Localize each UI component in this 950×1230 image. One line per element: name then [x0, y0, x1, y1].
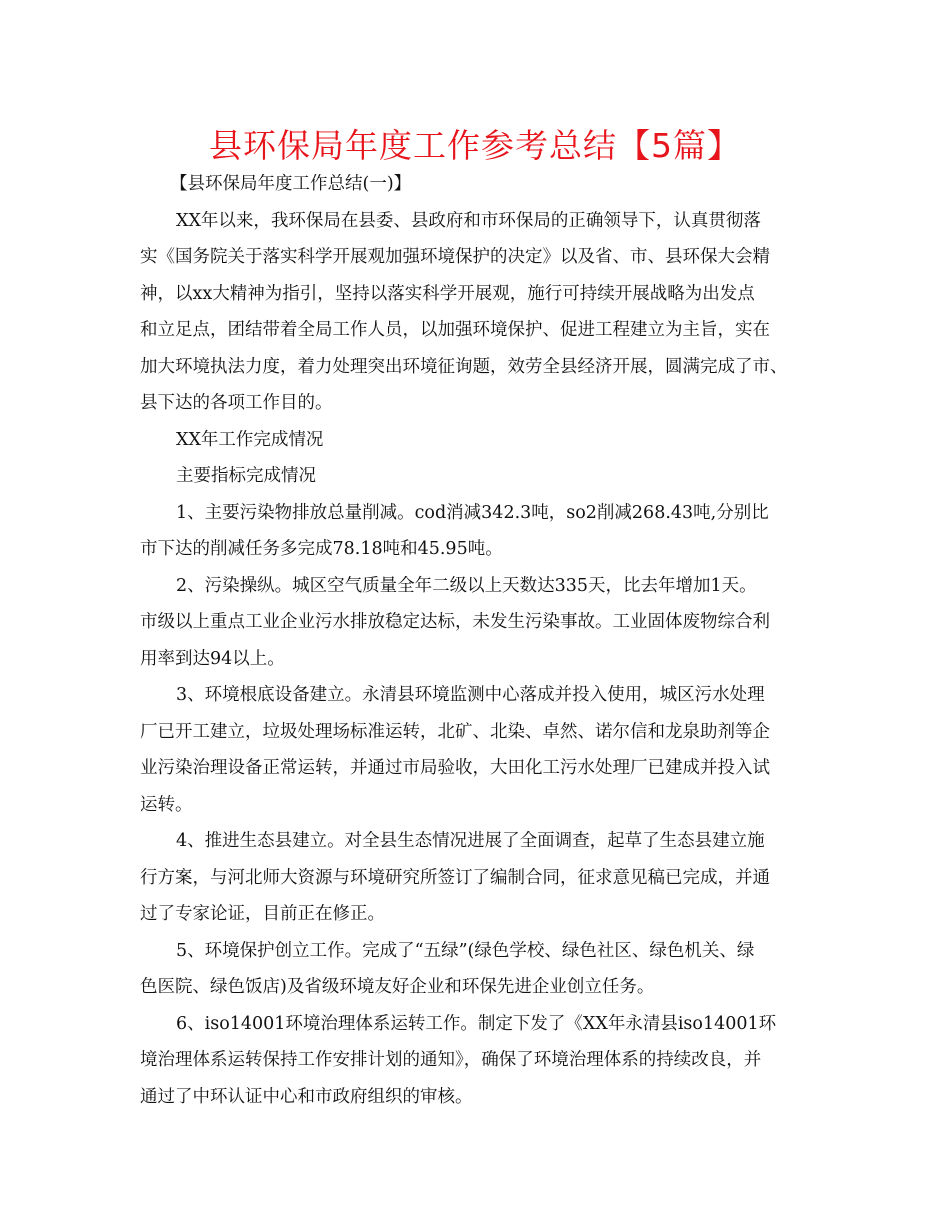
text-line: 市级以上重点工业企业污水排放稳定达标，未发生污染事故。工业固体废物综合利 [140, 612, 770, 632]
text-line: 厂已开工建立，垃圾处理场标准运转，北矿、北染、卓然、诺尔信和龙泉助剂等企 [140, 721, 770, 742]
text-line: 市下达的削减任务多完成78.18吨和45.95吨。 [140, 539, 503, 559]
text-line: XX年工作完成情况 [176, 429, 324, 450]
text-line: 境治理体系运转保持工作安排计划的通知》，确保了环境治理体系的持续改良，并 [140, 1050, 762, 1070]
text-line: 运转。 [140, 794, 193, 815]
document-body [140, 166, 830, 1115]
text-line: 2、污染操纵。城区空气质量全年二级以上天数达335天，比去年增加1天。 [176, 575, 757, 596]
text-line: 和立足点，团结带着全局工作人员，以加强环境保护、促进工程建立为主旨，实在 [140, 320, 770, 340]
text-line: 实《国务院关于落实科学开展观加强环境保护的决定》以及省、市、县环保大会精 [140, 247, 770, 267]
text-line: 1、主要污染物排放总量削减。cod消减342.3吨，so2削减268.43吨,分别比 [176, 502, 769, 523]
text-line: 加大环境执法力度，着力处理突出环境征询题，效劳全县经济开展，圆满完成了市、 [140, 356, 788, 377]
text-line: 4、推进生态县建立。对全县生态情况进展了全面调查，起草了生态县建立施 [176, 831, 765, 851]
text-line: 业污染治理设备正常运转，并通过市局验收，大田化工污水处理厂已建成并投入试 [140, 758, 770, 778]
text-line: 通过了中环认证中心和市政府组织的审核。 [140, 1086, 473, 1107]
text-line: 过了专家论证，目前正在修正。 [140, 904, 385, 924]
text-line: 县下达的各项工作目的。 [140, 393, 333, 413]
text-line: 6、iso14001环境治理体系运转工作。制定下发了《XX年永清县iso14001环 [176, 1013, 777, 1034]
text-line: 5、环境保护创立工作。完成了“五绿”(绿色学校、绿色社区、绿色机关、绿 [176, 940, 755, 961]
text-line: XX年以来，我环保局在县委、县政府和市环保局的正确领导下，认真贯彻落 [176, 210, 761, 231]
document-title: 县环保局年度工作参考总结【5篇】 [209, 126, 741, 165]
text-line: 用率到达94以上。 [140, 648, 285, 669]
text-line: 【县环保局年度工作总结(一)】 [170, 174, 412, 194]
text-line: 主要指标完成情况 [176, 466, 316, 486]
text-line: 3、环境根底设备建立。永清县环境监测中心落成并投入使用，城区污水处理 [176, 685, 765, 705]
text-line: 行方案，与河北师大资源与环境研究所签订了编制合同，征求意见稿已完成，并通 [140, 867, 770, 888]
text-line: 神，以xx大精神为指引，坚持以落实科学开展观，施行可持续开展战略为出发点 [140, 283, 755, 304]
text-line: 色医院、绿色饭店)及省级环境友好企业和环保先进企业创立任务。 [140, 977, 655, 997]
